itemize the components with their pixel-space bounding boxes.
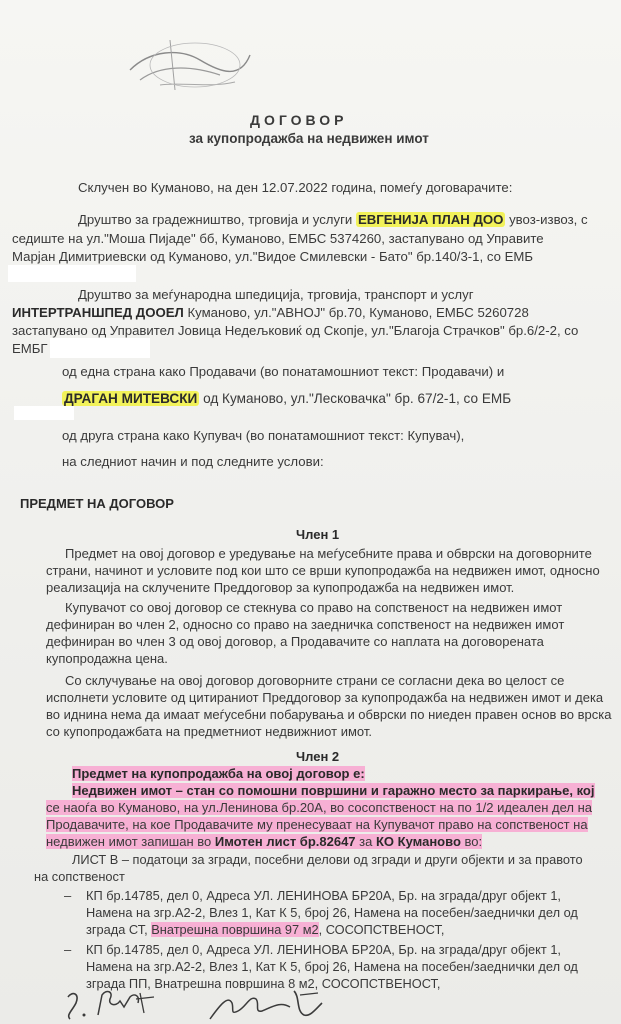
article1-p2-line: Купувачот со овој договор се стекнува со право на сопственост на недвижен имот bbox=[65, 600, 563, 615]
buyer-name: ДРАГАН МИТЕВСКИ bbox=[64, 391, 198, 406]
article1-p1-line: Предмет на овој договор е уредување на меѓусебните права и обврски на договорните bbox=[65, 546, 592, 561]
item2-line2: Намена на згр.А2-2, Влез 1, Кат К 5, број 26, Намена на посебен/заеднички дел од bbox=[86, 959, 578, 974]
article1-p3-line: во иднина нема да имаат меѓусебни побарувања и обврски по ниеден правен основ во врска bbox=[46, 707, 612, 722]
item1-line1: КП бр.14785, дел 0, Адреса УЛ. ЛЕНИНОВА БР20А, Бр. на зграда/друг објект 1, bbox=[86, 888, 561, 903]
article1-p1-line: страни, начинот и условите под кои што се врши купопродажба на недвижен имот, односно bbox=[46, 563, 600, 578]
article1-p1-line: реализација на склучените Преддоговор за купопродажба на недвижен имот. bbox=[46, 580, 515, 595]
article2-line4 bbox=[46, 817, 588, 833]
article2-line3 bbox=[46, 800, 592, 816]
article2-line2 bbox=[72, 783, 595, 799]
item2-line1: КП бр.14785, дел 0, Адреса УЛ. ЛЕНИНОВА БР20А, Бр. на зграда/друг објект 1, bbox=[86, 942, 561, 957]
signature-1 bbox=[60, 985, 170, 1023]
list-dash: – bbox=[64, 888, 72, 903]
article1-p2-line: дефиниран во член 2, односно со право на заедничка сопственост на недвижен имот bbox=[46, 617, 565, 632]
list-b-line1: ЛИСТ В – податоци за згради, посебни делови од згради и други објекти и за правото bbox=[72, 852, 583, 867]
signature-2 bbox=[200, 985, 330, 1023]
article2-heading: Член 2 bbox=[296, 749, 340, 764]
register-text: за bbox=[359, 834, 373, 849]
article2-property: Недвижен имот – стан со помошни површини и гаражно место за паркирање, кој bbox=[72, 783, 595, 798]
redaction-box bbox=[50, 338, 150, 358]
article2-location: се наоѓа во Куманово, на ул.Ленинова бр.20А, во сосопственост на по 1/2 идеален дел на bbox=[46, 800, 592, 815]
buyer-details: од Куманово, ул."Лесковачка" бр. 67/2-1, со ЕМБ bbox=[203, 391, 512, 406]
item1-line2: Намена на згр.А2-2, Влез 1, Кат К 5, број 26, Намена на посебен/заеднички дел од bbox=[86, 905, 578, 920]
article1-heading: Член 1 bbox=[296, 527, 340, 542]
seller1-line3: Марјан Димитриевски од Куманово, ул."Видое Смилевски - Бато" бр.140/3-1, со ЕМБ bbox=[12, 249, 534, 264]
seller1-company: ЕВГЕНИЈА ПЛАН ДОО bbox=[357, 212, 504, 227]
item1-line3 bbox=[86, 922, 444, 938]
seller2-line2 bbox=[12, 305, 529, 321]
seller-role: од една страна како Продавачи (во понатамошниот текст: Продавачи) и bbox=[62, 364, 505, 379]
section-heading: ПРЕДМЕТ НА ДОГОВОР bbox=[20, 496, 174, 511]
buyer-role: од друга страна како Купувач (во понатамошниот текст: Купувач), bbox=[62, 428, 465, 443]
seller2-details: Куманово, ул."АВНОЈ" бр.70, Куманово, ЕМБС 5260728 bbox=[187, 305, 529, 320]
property-sheet-number: Имотен лист бр.82647 bbox=[214, 834, 356, 849]
seller1-line1 bbox=[78, 212, 588, 228]
list-b-line2: на сопственост bbox=[34, 869, 125, 884]
seller1-desc: Друштво за градежништво, трговија и услуги bbox=[78, 212, 353, 227]
buyer-line bbox=[62, 391, 511, 407]
register-text: недвижен имот запишан во bbox=[46, 834, 212, 849]
redaction-box bbox=[8, 265, 136, 282]
article2-subject: Предмет на купопродажба на овој договор е: bbox=[72, 766, 365, 781]
seller2-line4: ЕМБГ bbox=[12, 341, 48, 356]
article1-p2-line: дефиниран во член 3 од овој договор, а Продавачите со наплата на договорената bbox=[46, 634, 544, 649]
document-title: ДОГОВОР bbox=[250, 112, 348, 128]
register-text: во: bbox=[464, 834, 483, 849]
list-dash: – bbox=[64, 942, 72, 957]
seller2-company: ИНТЕРТРАНШПЕД ДООЕЛ bbox=[12, 305, 184, 320]
item1-area: Внатрешна површина 97 м2 bbox=[151, 922, 319, 937]
cadastral-municipality: КО Куманово bbox=[376, 834, 461, 849]
article2-line1 bbox=[72, 766, 365, 782]
article1-p3-line: со купопродажбата на предметниот недвижниот имот. bbox=[46, 724, 372, 739]
article1-p3-line: исполнети условите од цитираниот Преддоговор за купопродажба на недвижен имот и дека bbox=[46, 690, 604, 705]
item1-ownership: , СОСОПСТВЕНОСТ, bbox=[318, 922, 445, 937]
intro-line: Склучен во Куманово, на ден 12.07.2022 година, помеѓу договарачите: bbox=[78, 180, 513, 195]
conditions-line: на следниот начин и под следните услови: bbox=[62, 454, 324, 469]
seller1-line2: седиште на ул."Моша Пијаде" бб, Куманово, ЕМБС 5374260, застапувано од Управите bbox=[12, 231, 544, 246]
seller1-desc-tail: увоз-извоз, с bbox=[509, 212, 588, 227]
article2-line5 bbox=[46, 834, 482, 850]
article1-p2-line: купопродажна цена. bbox=[46, 651, 168, 666]
item1-type: зграда СТ, bbox=[86, 922, 148, 937]
document-subtitle: за купопродажба на недвижен имот bbox=[189, 131, 429, 146]
article2-register bbox=[46, 834, 482, 849]
item2-line3: зграда ПП, Внатрешна површина 8 м2, СОСОПСТВЕНОСТ, bbox=[86, 976, 441, 991]
article1-p3-line: Со склучување на овој договор договорните страни се согласни дека во целост се bbox=[65, 673, 565, 688]
seller2-line1: Друштво за меѓународна шпедиција, трговија, транспорт и услуг bbox=[78, 287, 474, 302]
redaction-box bbox=[14, 406, 74, 420]
logo-stamp bbox=[120, 20, 260, 100]
seller2-line3: застапувано од Управител Јовица Недељковиќ од Скопје, ул."Благоја Страчков" бр.6/2-2, со bbox=[12, 323, 579, 338]
article2-transfer: Продавачите, на кое Продавачите му пренесуваат на Купувачот право на сопственост на bbox=[46, 817, 588, 832]
